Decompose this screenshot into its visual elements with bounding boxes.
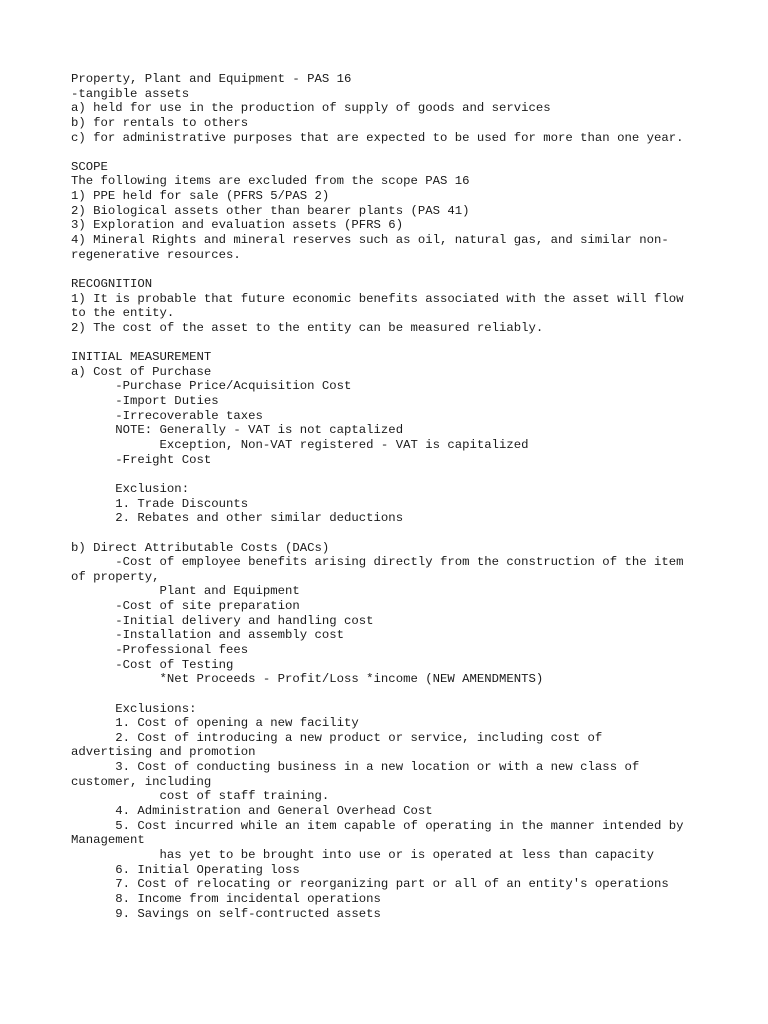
- text-line: 1) PPE held for sale (PFRS 5/PAS 2): [71, 189, 330, 204]
- text-line: 3. Cost of conducting business in a new location or with a new class of: [71, 760, 640, 775]
- text-line: *Net Proceeds - Profit/Loss *income (NEW AMENDMENTS): [71, 672, 544, 687]
- blank-line: [71, 145, 721, 160]
- text-line: -Purchase Price/Acquisition Cost: [71, 379, 352, 394]
- text-line: 4) Mineral Rights and mineral reserves such as oil, natural gas, and similar non-: [71, 233, 669, 248]
- text-line: NOTE: Generally - VAT is not captalized: [71, 423, 404, 438]
- text-line: of property,: [71, 569, 160, 584]
- text-line: 9. Savings on self-contructed assets: [71, 906, 381, 921]
- blank-line: [71, 262, 721, 277]
- text-line: a) held for use in the production of supply of goods and services: [71, 101, 551, 116]
- text-line: 2. Cost of introducing a new product or service, including cost of: [71, 730, 603, 745]
- document-body: [71, 72, 721, 921]
- text-line: 1. Trade Discounts: [71, 496, 249, 511]
- text-line: 2. Rebates and other similar deductions: [71, 511, 404, 526]
- text-line: Exclusion:: [71, 481, 190, 496]
- text-line: RECOGNITION: [71, 276, 153, 291]
- text-line: -Irrecoverable taxes: [71, 408, 263, 423]
- text-line: Property, Plant and Equipment - PAS 16: [71, 72, 352, 86]
- blank-line: [71, 467, 721, 482]
- text-line: 6. Initial Operating loss: [71, 862, 300, 877]
- text-line: 5. Cost incurred while an item capable of operating in the manner intended by: [71, 818, 684, 833]
- text-line: b) for rentals to others: [71, 115, 249, 130]
- text-line: -Cost of site preparation: [71, 599, 300, 614]
- text-line: Exception, Non-VAT registered - VAT is capitalized: [71, 438, 529, 453]
- text-line: -Professional fees: [71, 642, 249, 657]
- text-line: has yet to be brought into use or is operated at less than capacity: [71, 847, 654, 862]
- text-line: -Import Duties: [71, 394, 219, 409]
- text-line: a) Cost of Purchase: [71, 364, 212, 379]
- text-line: -Cost of Testing: [71, 657, 234, 672]
- text-line: 1) It is probable that future economic benefits associated with the asset will flow: [71, 291, 684, 306]
- text-line: Management: [71, 833, 145, 848]
- text-line: c) for administrative purposes that are expected to be used for more than one year.: [71, 130, 684, 145]
- text-line: 2) The cost of the asset to the entity can be measured reliably.: [71, 320, 544, 335]
- blank-line: [71, 336, 721, 351]
- text-line: regenerative resources.: [71, 247, 241, 262]
- text-line: 1. Cost of opening a new facility: [71, 716, 359, 731]
- text-line: INITIAL MEASUREMENT: [71, 350, 212, 365]
- text-line: customer, including: [71, 774, 212, 789]
- text-line: 8. Income from incidental operations: [71, 891, 381, 906]
- blank-line: [71, 526, 721, 541]
- text-line: 2) Biological assets other than bearer plants (PAS 41): [71, 203, 470, 218]
- text-line: Exclusions:: [71, 701, 197, 716]
- text-line: 7. Cost of relocating or reorganizing part or all of an entity's operations: [71, 877, 669, 892]
- blank-line: [71, 687, 721, 702]
- text-line: to the entity.: [71, 306, 175, 321]
- text-line: SCOPE: [71, 159, 108, 174]
- text-line: -Cost of employee benefits arising directly from the construction of the item: [71, 555, 684, 570]
- text-line: advertising and promotion: [71, 745, 256, 760]
- text-line: The following items are excluded from the scope PAS 16: [71, 174, 470, 189]
- text-line: -Freight Cost: [71, 452, 212, 467]
- text-line: cost of staff training.: [71, 789, 330, 804]
- text-line: 3) Exploration and evaluation assets (PFRS 6): [71, 218, 404, 233]
- text-line: -Installation and assembly cost: [71, 628, 345, 643]
- text-line: b) Direct Attributable Costs (DACs): [71, 540, 330, 555]
- text-line: Plant and Equipment: [71, 584, 300, 599]
- text-line: 4. Administration and General Overhead Cost: [71, 804, 433, 819]
- text-line: -tangible assets: [71, 86, 190, 101]
- text-line: -Initial delivery and handling cost: [71, 613, 374, 628]
